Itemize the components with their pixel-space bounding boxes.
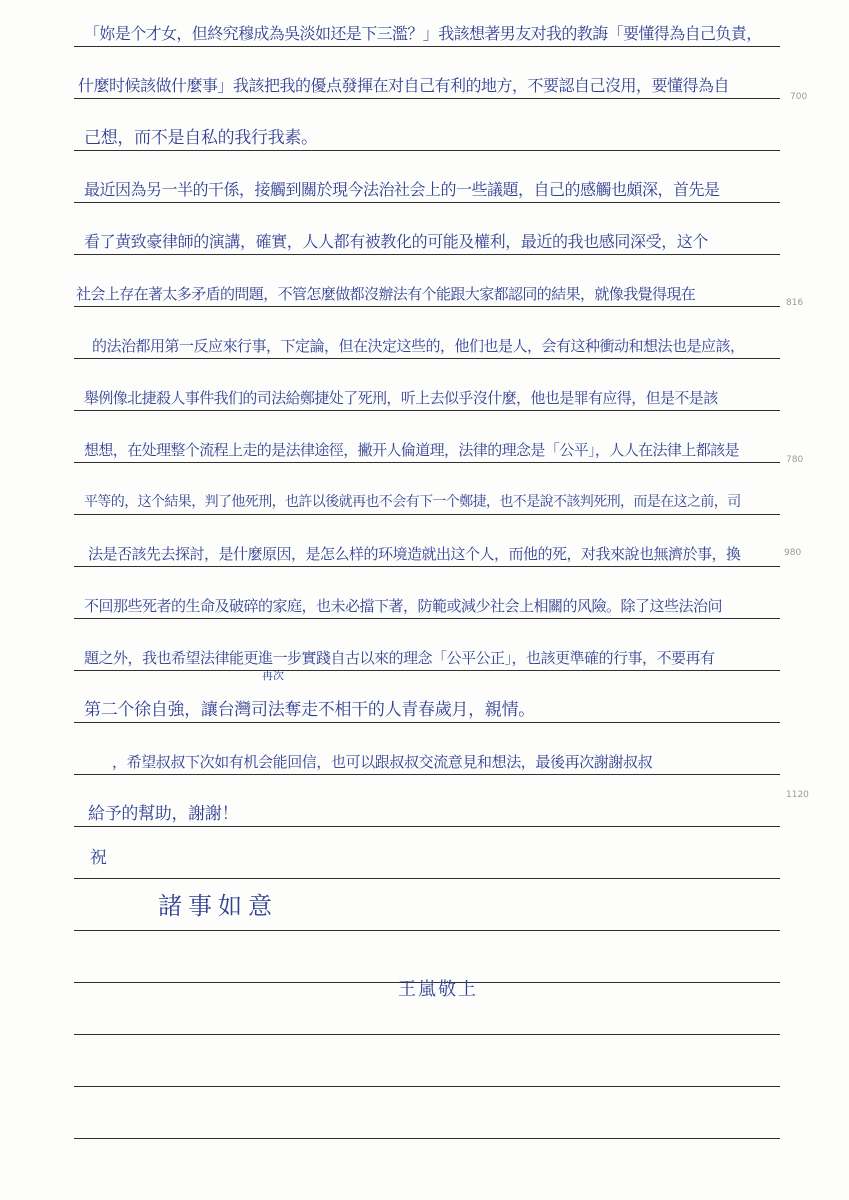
ruled-line xyxy=(74,826,780,827)
signature: 王嵐敬上 xyxy=(398,979,478,1000)
letter-line: 不回那些死者的生命及破碎的家庭，也未必擋下著，防範或減少社会上相關的风險。除了这些法治问 xyxy=(84,597,723,615)
ruled-line xyxy=(74,670,780,671)
insertion-mark: 再次 xyxy=(262,669,284,682)
letter-line: 題之外，我也希望法律能更進一步實踐自古以來的理念「公平公正」，也該更準確的行事，不要再有 xyxy=(84,649,715,667)
letter-line: 的法治都用第一反应來行事，下定論，但在決定这些的，他们也是人，会有这种衝动和想法也是应該， xyxy=(92,337,745,355)
letter-line: 什麼时候該做什麼事」我該把我的優点發揮在对自己有利的地方，不要認自己沒用，要懂得為自 xyxy=(78,76,730,95)
margin-note: 816 xyxy=(786,298,804,308)
ruled-line xyxy=(74,98,780,99)
margin-note: 980 xyxy=(784,548,802,558)
letter-line: 舉例像北捷殺人事件我们的司法給鄭捷处了死刑，听上去似乎沒什麼，他也是罪有应得，但是不是該 xyxy=(84,389,718,407)
blessing: 諸事如意 xyxy=(158,892,278,920)
ruled-line xyxy=(74,1138,780,1139)
ruled-line xyxy=(74,722,780,723)
ruled-line xyxy=(74,254,780,255)
ruled-line xyxy=(74,46,780,47)
ruled-line xyxy=(74,618,780,619)
ruled-line xyxy=(74,774,780,775)
ruled-line xyxy=(74,306,780,307)
margin-note: 780 xyxy=(786,455,804,465)
letter-line: 想想，在处理整个流程上走的是法律途徑，撇开人倫道理，法律的理念是「公平」，人人在法律上都該是 xyxy=(84,441,739,459)
ruled-line xyxy=(74,1086,780,1087)
letter-line: 法是否該先去探討，是什麼原因，是怎么样的环境造就出这个人，而他的死，对我來說也無濟於事，換 xyxy=(88,545,741,563)
letter-line: 第二个徐自強，讓台灣司法奪走不相干的人青春歲月，親情。 xyxy=(84,700,535,720)
letter-line: 看了黄致豪律師的演講，確實，人人都有被教化的可能及權利，最近的我也感同深受，这个 xyxy=(84,232,709,251)
ruled-line xyxy=(74,358,780,359)
ruled-line xyxy=(74,566,780,567)
ruled-line xyxy=(74,514,780,515)
ruled-line xyxy=(74,462,780,463)
letter-line: 己想，而不是自私的我行我素。 xyxy=(84,128,318,148)
ruled-line xyxy=(74,150,780,151)
salutation: 祝 xyxy=(90,848,107,868)
ruled-line xyxy=(74,878,780,879)
letter-line: 社会上存在著太多矛盾的問題，不管怎麼做都沒辦法有个能跟大家都認同的結果，就像我覺得現在 xyxy=(76,285,696,303)
ruled-line xyxy=(74,1034,780,1035)
ruled-line xyxy=(74,202,780,203)
ruled-line xyxy=(74,410,780,411)
ruled-line xyxy=(74,930,780,931)
letter-line: 平等的，这个結果，判了他死刑，也許以後就再也不会有下一个鄭捷，也不是說不該判死刑，而是在这之前，司 xyxy=(84,494,741,510)
margin-note: 700 xyxy=(790,92,808,102)
letter-line: 「妳是个才女，但終究穆成為吳淡如还是下三濫？」我該想著男友对我的教誨「要懂得為自己负責， xyxy=(84,24,762,43)
letter-line: ，希望叔叔下次如有机会能回信，也可以跟叔叔交流意見和想法，最後再次謝謝叔叔 xyxy=(112,753,653,771)
letter-line: 給予的幫助，謝謝！ xyxy=(88,804,239,824)
margin-note: 1120 xyxy=(786,790,809,800)
letter-line: 最近因為另一半的干係，接觸到關於現今法治社会上的一些議題，自己的感觸也頗深，首先是 xyxy=(84,180,720,199)
